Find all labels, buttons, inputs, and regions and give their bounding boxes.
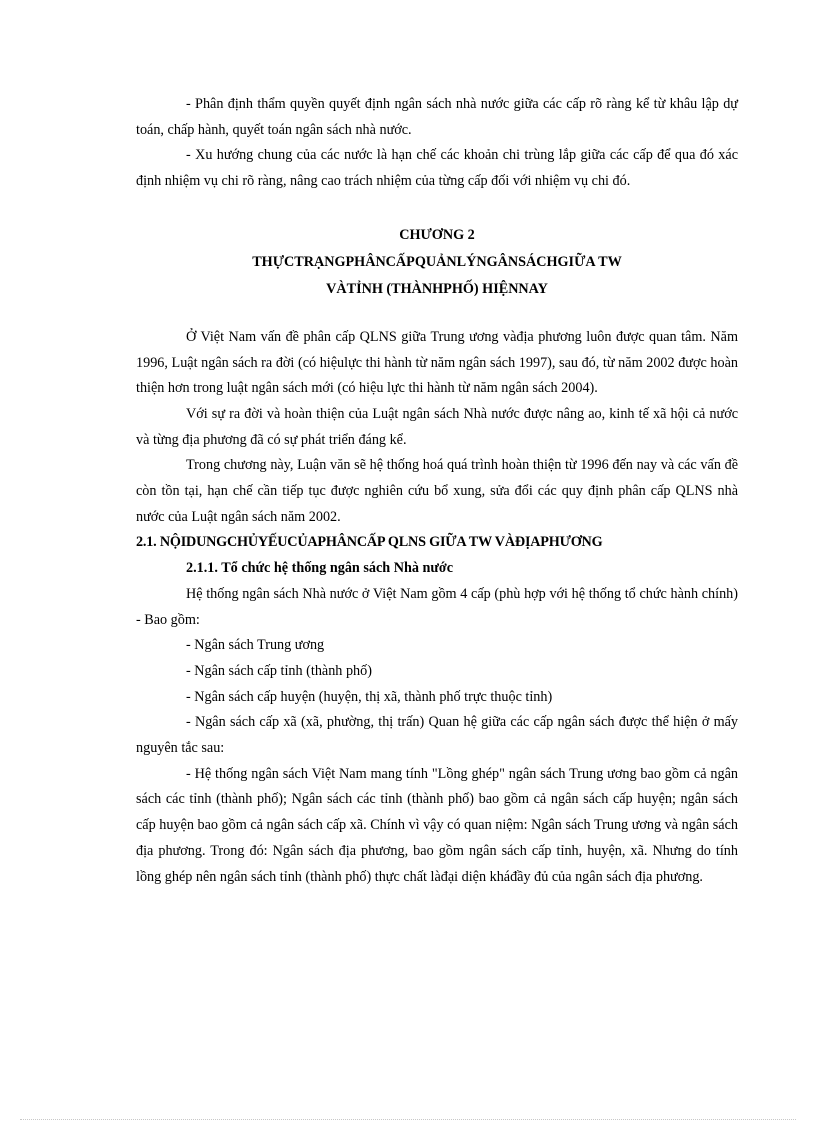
chapter-paragraph-2: Với sự ra đời và hoàn thiện của Luật ngân sách Nhà nước được nâng ao, kinh tế xã hội cả nước và từng địa phương đã có sự phát triển đáng kể. xyxy=(136,405,738,448)
list-item-central-budget: - Ngân sách Trung ương xyxy=(186,637,325,654)
body-paragraph-nesting: - Hệ thống ngân sách Việt Nam mang tính "Lồng ghép" ngân sách Trung ương bao gồm cả ngân sách các tỉnh (thành phố); Ngân sách các tỉnh (thành phố) bao gồm cả ngân sách cấp huyện; ngân sách cấp huyện bao gồm cả ngân sách cấp xã. Chính vì vậy có quan niệm: Ngân sách Trung ương và ngân sách địa phương. Trong đó: Ngân sách địa phương, bao gồm ngân sách cấp tỉnh, huyện, xã. Nhưng do tính lồng ghép nên ngân sách tỉnh (thành phố) thực chất làđại diện kháđầy đủ của ngân sách địa phương. xyxy=(136,765,738,885)
intro-paragraph-1: - Phân định thẩm quyền quyết định ngân sách nhà nước giữa các cấp rõ ràng kể từ khâu lập dự toán, chấp hành, quyết toán ngân sách nhà nước. xyxy=(136,96,738,138)
chapter-paragraph-1: Ở Việt Nam vấn đề phân cấp QLNS giữa Trung ương vàđịa phương luôn được quan tâm. Năm 1996, Luật ngân sách ra đời (có hiệulực thi hành từ năm ngân sách 1997), sau đó, từ năm 2002 được hoàn thiện hơn trong luật ngân sách mới (có hiệu lực thi hành từ năm ngân sách 2004). xyxy=(136,328,738,397)
body-paragraph-1: Hệ thống ngân sách Nhà nước ở Việt Nam gồm 4 cấp (phù hợp với hệ thống tổ chức hành chính) - Bao gồm: xyxy=(136,585,738,628)
section-heading: 2.1. NỘIDUNGCHỦYẾUCỦAPHÂNCẤP QLNS GIỮA TW VÀĐỊAPHƯƠNG xyxy=(136,534,603,551)
list-item-district-budget: - Ngân sách cấp huyện (huyện, thị xã, thành phố trực thuộc tỉnh) xyxy=(186,688,553,705)
intro-paragraph-2: - Xu hướng chung của các nước là hạn chế các khoản chi trùng lắp giữa các cấp để qua đó xác định nhiệm vụ chi rõ ràng, nâng cao trách nhiệm của từng cấp đối với nhiệm vụ chi đó. xyxy=(136,147,738,190)
subsection-heading: 2.1.1. Tổ chức hệ thống ngân sách Nhà nước xyxy=(186,560,454,577)
chapter-title-line-2: VÀTỈNH (THÀNHPHỐ) HIỆNNAY xyxy=(326,280,548,297)
list-item-province-budget: - Ngân sách cấp tỉnh (thành phố) xyxy=(186,662,372,679)
document-page xyxy=(136,92,738,890)
chapter-heading xyxy=(136,222,738,303)
spacer xyxy=(136,303,738,325)
page-bottom-divider xyxy=(20,1119,796,1120)
chapter-title-line-1: THỰCTRẠNGPHÂNCẤPQUẢNLÝNGÂNSÁCHGIỮA TW xyxy=(252,253,622,270)
chapter-label: CHƯƠNG 2 xyxy=(399,226,475,243)
chapter-paragraph-3: Trong chương này, Luận văn sẽ hệ thống hoá quá trình hoàn thiện từ 1996 đến nay và các vấn đề còn tồn tại, hạn chế cần tiếp tục được nghiên cứu bổ xung, sửa đổi các quy định phân cấp QLNS nhà nước của Luật ngân sách năm 2002. xyxy=(136,457,738,525)
list-item-commune-budget: - Ngân sách cấp xã (xã, phường, thị trấn) Quan hệ giữa các cấp ngân sách được thể hiện ở mấy nguyên tắc sau: xyxy=(136,714,738,757)
